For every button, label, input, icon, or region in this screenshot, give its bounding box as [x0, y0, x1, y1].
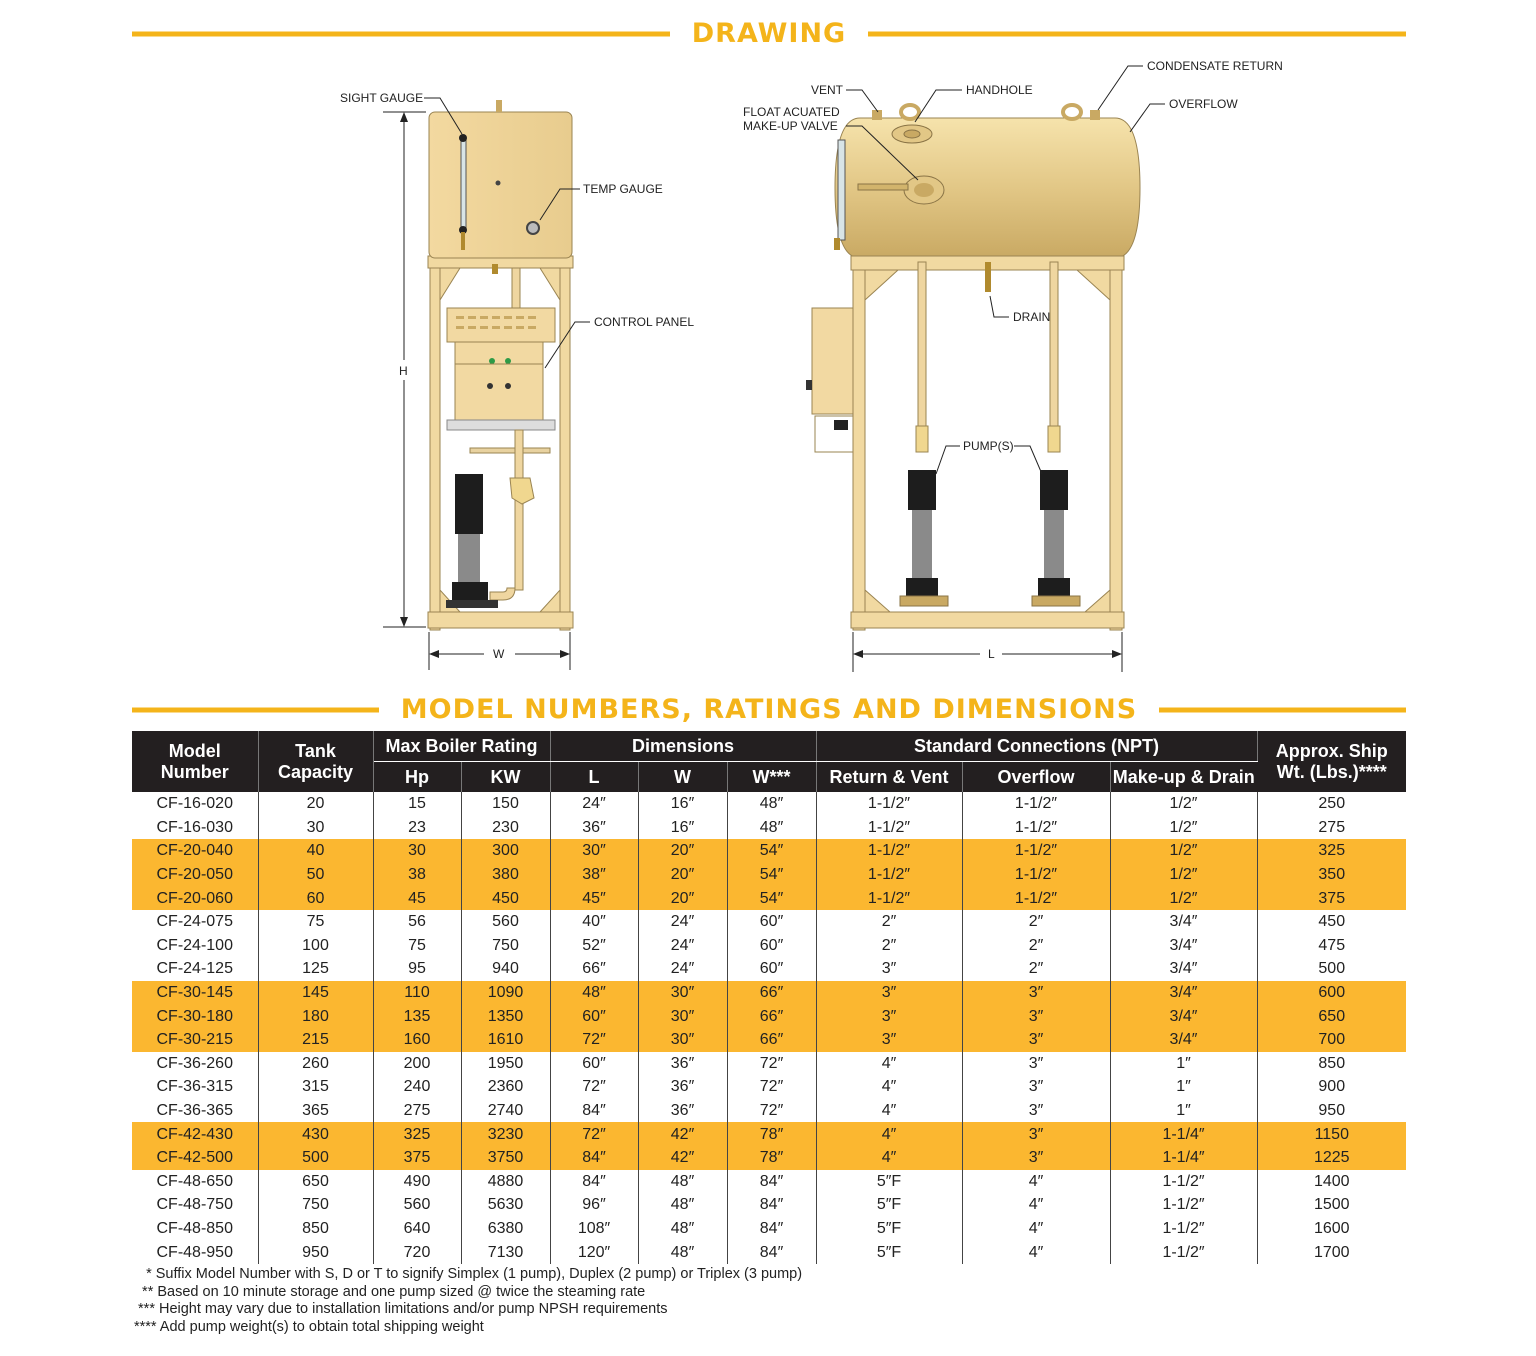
- width-cell: 30″: [638, 981, 727, 1005]
- ship-weight-cell: 1700: [1313, 1243, 1350, 1261]
- length-cell: 84″: [550, 1099, 638, 1123]
- tank-capacity-cell: 145: [258, 981, 373, 1005]
- table-row: [132, 1146, 1406, 1170]
- width-height-header: W***: [727, 762, 816, 793]
- width-cell: 48″: [638, 1240, 727, 1264]
- makeup-drain-cell: 3/4″: [1110, 1028, 1257, 1052]
- footnote: *** Height may vary due to installation limitations and/or pump NPSH requirements: [134, 1301, 668, 1317]
- width-height-cell: 72″: [727, 1099, 816, 1123]
- makeup-drain-cell: 1-1/2″: [1110, 1217, 1257, 1241]
- overflow-cell: 2″: [962, 957, 1110, 981]
- return-vent-cell: 1-1/2″: [816, 792, 962, 816]
- width-cell: 48″: [638, 1217, 727, 1241]
- width-cell: 30″: [638, 1028, 727, 1052]
- table-row: [132, 1052, 1406, 1076]
- length-cell: 30″: [550, 839, 638, 863]
- table-row: [132, 957, 1406, 981]
- length-cell: 84″: [550, 1170, 638, 1194]
- width-height-cell: 54″: [727, 839, 816, 863]
- ship-weight-cell: 600: [1257, 981, 1406, 1005]
- tank-capacity-cell: 500: [258, 1146, 373, 1170]
- header-row-1: [132, 731, 1406, 762]
- length-cell: 38″: [550, 863, 638, 887]
- makeup-drain-cell: 1-1/2″: [1110, 1240, 1257, 1264]
- overflow-cell: 4″: [962, 1193, 1110, 1217]
- width-height-cell: 72″: [727, 1052, 816, 1076]
- footnotes: [134, 1266, 802, 1336]
- table-row: [132, 1217, 1406, 1241]
- overflow-cell: 1-1/2″: [962, 863, 1110, 887]
- width-height-cell: 54″: [727, 886, 816, 910]
- tank-capacity-cell: 30: [258, 816, 373, 840]
- model-ratings-table: [132, 731, 1406, 1264]
- length-dimension-label: L: [988, 647, 995, 661]
- makeup-drain-cell: 3/4″: [1110, 910, 1257, 934]
- width-cell: 16″: [638, 792, 727, 816]
- kw-cell: 750: [461, 934, 550, 958]
- kw-cell: 300: [461, 839, 550, 863]
- width-header: W: [638, 762, 727, 793]
- ship-weight-cell: 1400: [1313, 1172, 1350, 1190]
- tank-capacity-cell: 100: [258, 934, 373, 958]
- length-cell: 60″: [550, 1004, 638, 1028]
- length-cell: 120″: [550, 1240, 638, 1264]
- ship-weight-cell: 375: [1257, 886, 1406, 910]
- width-height-cell: 48″: [727, 816, 816, 840]
- model-number-cell: CF-24-075: [132, 910, 258, 934]
- tank-capacity-cell: 315: [258, 1075, 373, 1099]
- hp-cell: 135: [373, 1004, 461, 1028]
- kw-cell: 560: [461, 910, 550, 934]
- hp-cell: 23: [373, 816, 461, 840]
- return-vent-cell: 3″: [816, 957, 962, 981]
- kw-cell: 230: [461, 816, 550, 840]
- kw-cell: 6380: [461, 1217, 550, 1241]
- hp-cell: 275: [373, 1099, 461, 1123]
- dimensions-header: Dimensions: [550, 731, 816, 762]
- overflow-cell: 3″: [962, 1004, 1110, 1028]
- ship-weight-cell: 650: [1257, 1004, 1406, 1028]
- model-number-cell: CF-48-750: [132, 1193, 258, 1217]
- return-vent-cell: 2″: [816, 934, 962, 958]
- hp-cell: 30: [373, 839, 461, 863]
- makeup-drain-cell: 1/2″: [1110, 863, 1257, 887]
- makeup-drain-cell: 1-1/2″: [1110, 1170, 1257, 1194]
- overflow-cell: 3″: [962, 1099, 1110, 1123]
- ship-weight-cell: 500: [1318, 960, 1346, 978]
- overflow-cell: 3″: [962, 1052, 1110, 1076]
- width-height-cell: 60″: [727, 957, 816, 981]
- table-row: [132, 1122, 1406, 1146]
- ship-weight-cell: 1225: [1257, 1146, 1406, 1170]
- front-view: [428, 100, 573, 630]
- model-number-cell: CF-36-315: [132, 1075, 258, 1099]
- table-row: [132, 816, 1406, 840]
- kw-cell: 2740: [461, 1099, 550, 1123]
- table-row: [132, 1193, 1406, 1217]
- ship-weight-cell: 250: [1318, 795, 1346, 813]
- handhole-label: HANDHOLE: [966, 83, 1033, 97]
- vent-label: VENT: [811, 83, 844, 97]
- model-number-cell: CF-30-215: [132, 1028, 258, 1052]
- length-cell: 45″: [550, 886, 638, 910]
- width-height-cell: 84″: [727, 1217, 816, 1241]
- kw-cell: 1610: [461, 1028, 550, 1052]
- length-cell: 72″: [550, 1122, 638, 1146]
- height-dimension-label: H: [399, 364, 408, 378]
- width-height-cell: 54″: [727, 863, 816, 887]
- length-cell: 52″: [550, 934, 638, 958]
- table-section-header: [132, 690, 1406, 730]
- model-number-cell: CF-20-040: [132, 839, 258, 863]
- return-vent-cell: 5″F: [816, 1240, 962, 1264]
- ship-weight-cell: 700: [1257, 1028, 1406, 1052]
- model-number-cell: CF-20-060: [132, 886, 258, 910]
- makeup-drain-cell: 1″: [1110, 1099, 1257, 1123]
- model-number-cell: CF-20-050: [132, 863, 258, 887]
- kw-cell: 1350: [461, 1004, 550, 1028]
- return-vent-cell: 5″F: [816, 1193, 962, 1217]
- table-row: [132, 1240, 1406, 1264]
- return-vent-cell: 5″F: [816, 1170, 962, 1194]
- return-vent-cell: 4″: [816, 1122, 962, 1146]
- model-number-cell: CF-42-500: [132, 1146, 258, 1170]
- hp-cell: 240: [373, 1075, 461, 1099]
- return-vent-cell: 4″: [816, 1052, 962, 1076]
- hp-cell: 720: [373, 1240, 461, 1264]
- kw-cell: 1950: [461, 1052, 550, 1076]
- overflow-cell: 1-1/2″: [962, 839, 1110, 863]
- hp-cell: 325: [373, 1122, 461, 1146]
- table-row: [132, 1075, 1406, 1099]
- width-height-cell: 72″: [727, 1075, 816, 1099]
- return-vent-cell: 5″F: [816, 1217, 962, 1241]
- width-cell: 24″: [638, 957, 727, 981]
- width-height-cell: 84″: [727, 1193, 816, 1217]
- length-header: L: [550, 762, 638, 793]
- hp-cell: 640: [373, 1217, 461, 1241]
- makeup-drain-cell: 1-1/2″: [1110, 1193, 1257, 1217]
- return-vent-cell: 4″: [816, 1099, 962, 1123]
- hp-cell: 490: [373, 1170, 461, 1194]
- ship-weight-cell: 1500: [1313, 1196, 1350, 1214]
- kw-cell: 2360: [461, 1075, 550, 1099]
- ship-weight-cell: 450: [1318, 913, 1346, 931]
- return-vent-cell: 1-1/2″: [816, 863, 962, 887]
- control-panel-label: CONTROL PANEL: [594, 315, 695, 329]
- hp-cell: 45: [373, 886, 461, 910]
- width-cell: 20″: [638, 886, 727, 910]
- width-height-cell: 66″: [727, 1004, 816, 1028]
- return-vent-cell: 1-1/2″: [816, 816, 962, 840]
- width-height-cell: 84″: [727, 1240, 816, 1264]
- hp-cell: 200: [373, 1052, 461, 1076]
- width-cell: 30″: [638, 1004, 727, 1028]
- kw-cell: 4880: [461, 1170, 550, 1194]
- length-cell: 72″: [550, 1028, 638, 1052]
- makeup-drain-cell: 3/4″: [1110, 957, 1257, 981]
- width-height-cell: 66″: [727, 981, 816, 1005]
- return-vent-cell: 3″: [816, 981, 962, 1005]
- makeup-drain-cell: 1/2″: [1110, 839, 1257, 863]
- table-row: [132, 792, 1406, 816]
- width-height-cell: 84″: [727, 1170, 816, 1194]
- hp-cell: 160: [373, 1028, 461, 1052]
- overflow-cell: 2″: [962, 910, 1110, 934]
- footnote: ** Based on 10 minute storage and one pump sized @ twice the steaming rate: [134, 1283, 646, 1300]
- model-number-cell: CF-42-430: [132, 1122, 258, 1146]
- return-vent-cell: 3″: [816, 1004, 962, 1028]
- tank-capacity-cell: 75: [258, 910, 373, 934]
- tank-capacity-header: Tank Capacity: [258, 731, 373, 792]
- model-number-header: Model Number: [132, 731, 258, 792]
- ship-weight-header: Approx. Ship Wt. (Lbs.)****: [1257, 731, 1406, 792]
- makeup-drain-cell: 1-1/4″: [1110, 1122, 1257, 1146]
- overflow-header: Overflow: [962, 762, 1110, 793]
- max-boiler-rating-header: Max Boiler Rating: [373, 731, 550, 762]
- overflow-cell: 3″: [962, 1146, 1110, 1170]
- overflow-cell: 4″: [962, 1240, 1110, 1264]
- length-cell: 72″: [550, 1075, 638, 1099]
- standard-connections-header: Standard Connections (NPT): [816, 731, 1257, 762]
- kw-cell: 3230: [461, 1122, 550, 1146]
- width-cell: 20″: [638, 863, 727, 887]
- model-number-cell: CF-24-100: [132, 934, 258, 958]
- side-view: [806, 105, 1140, 630]
- float-valve-label-line1: FLOAT ACUATED: [743, 105, 840, 119]
- table-header: [132, 731, 1406, 792]
- sight-gauge-label: SIGHT GAUGE: [340, 91, 424, 105]
- width-cell: 24″: [638, 934, 727, 958]
- model-number-cell: CF-36-260: [132, 1052, 258, 1076]
- overflow-cell: 3″: [962, 981, 1110, 1005]
- overflow-cell: 4″: [962, 1170, 1110, 1194]
- width-cell: 42″: [638, 1122, 727, 1146]
- drawing-heading: DRAWING: [670, 18, 868, 49]
- tank-capacity-cell: 215: [258, 1028, 373, 1052]
- overflow-label: OVERFLOW: [1169, 97, 1238, 111]
- table-row: [132, 1004, 1406, 1028]
- tank-capacity-cell: 750: [258, 1193, 373, 1217]
- return-vent-cell: 4″: [816, 1075, 962, 1099]
- ship-weight-cell: 275: [1318, 818, 1346, 836]
- kw-cell: 450: [461, 886, 550, 910]
- kw-cell: 1090: [461, 981, 550, 1005]
- tank-capacity-cell: 260: [258, 1052, 373, 1076]
- width-cell: 48″: [638, 1193, 727, 1217]
- overflow-cell: 3″: [962, 1075, 1110, 1099]
- hp-cell: 38: [373, 863, 461, 887]
- ship-weight-cell: 900: [1318, 1078, 1346, 1096]
- return-vent-cell: 3″: [816, 1028, 962, 1052]
- hp-cell: 95: [373, 957, 461, 981]
- ship-weight-cell: 350: [1257, 863, 1406, 887]
- width-cell: 42″: [638, 1146, 727, 1170]
- width-cell: 36″: [638, 1052, 727, 1076]
- makeup-drain-cell: 1″: [1110, 1075, 1257, 1099]
- table-row: [132, 839, 1406, 863]
- tank-capacity-cell: 650: [258, 1170, 373, 1194]
- width-height-cell: 60″: [727, 934, 816, 958]
- makeup-drain-header: Make-up & Drain: [1110, 762, 1257, 793]
- kw-header: KW: [461, 762, 550, 793]
- overflow-cell: 1-1/2″: [962, 816, 1110, 840]
- length-cell: 36″: [550, 816, 638, 840]
- hp-cell: 560: [373, 1193, 461, 1217]
- kw-cell: 5630: [461, 1193, 550, 1217]
- width-cell: 36″: [638, 1099, 727, 1123]
- width-height-cell: 78″: [727, 1146, 816, 1170]
- ship-weight-cell: 850: [1318, 1054, 1346, 1072]
- footnote: **** Add pump weight(s) to obtain total shipping weight: [134, 1318, 484, 1335]
- float-valve-label-line2: MAKE-UP VALVE: [743, 119, 838, 133]
- hp-cell: 110: [373, 981, 461, 1005]
- length-cell: 108″: [550, 1217, 638, 1241]
- table-heading: MODEL NUMBERS, RATINGS AND DIMENSIONS: [379, 694, 1159, 725]
- kw-cell: 150: [461, 792, 550, 816]
- makeup-drain-cell: 3/4″: [1110, 934, 1257, 958]
- tank-capacity-cell: 850: [258, 1217, 373, 1241]
- length-cell: 66″: [550, 957, 638, 981]
- makeup-drain-cell: 1″: [1110, 1052, 1257, 1076]
- drain-label: DRAIN: [1013, 310, 1051, 324]
- length-cell: 48″: [550, 981, 638, 1005]
- model-number-cell: CF-30-145: [132, 981, 258, 1005]
- tank-capacity-cell: 125: [258, 957, 373, 981]
- ship-weight-cell: 950: [1318, 1102, 1346, 1120]
- model-number-cell: CF-36-365: [132, 1099, 258, 1123]
- hp-cell: 75: [373, 934, 461, 958]
- width-dimension-label: W: [493, 647, 505, 661]
- width-cell: 24″: [638, 910, 727, 934]
- overflow-cell: 2″: [962, 934, 1110, 958]
- table-body: [132, 792, 1406, 1264]
- width-cell: 16″: [638, 816, 727, 840]
- makeup-drain-cell: 3/4″: [1110, 1004, 1257, 1028]
- ship-weight-cell: 1150: [1257, 1122, 1406, 1146]
- makeup-drain-cell: 3/4″: [1110, 981, 1257, 1005]
- overflow-cell: 3″: [962, 1028, 1110, 1052]
- width-height-cell: 78″: [727, 1122, 816, 1146]
- tank-capacity-cell: 20: [258, 792, 373, 816]
- length-cell: 60″: [550, 1052, 638, 1076]
- pumps-label: PUMP(S): [963, 439, 1014, 453]
- table-row: [132, 863, 1406, 887]
- model-number-cell: CF-48-950: [132, 1240, 258, 1264]
- width-cell: 48″: [638, 1170, 727, 1194]
- ship-weight-cell: 475: [1318, 936, 1346, 954]
- kw-cell: 380: [461, 863, 550, 887]
- length-cell: 84″: [550, 1146, 638, 1170]
- ship-weight-cell: 1600: [1313, 1219, 1350, 1237]
- return-vent-cell: 1-1/2″: [816, 886, 962, 910]
- return-vent-cell: 2″: [816, 910, 962, 934]
- overflow-cell: 1-1/2″: [962, 792, 1110, 816]
- return-vent-cell: 4″: [816, 1146, 962, 1170]
- model-number-cell: CF-30-180: [132, 1004, 258, 1028]
- table-row: [132, 1028, 1406, 1052]
- tank-capacity-cell: 365: [258, 1099, 373, 1123]
- table-row: [132, 981, 1406, 1005]
- table-row: [132, 934, 1406, 958]
- kw-cell: 940: [461, 957, 550, 981]
- hp-cell: 375: [373, 1146, 461, 1170]
- width-height-cell: 48″: [727, 792, 816, 816]
- table-row: [132, 910, 1406, 934]
- makeup-drain-cell: 1/2″: [1110, 816, 1257, 840]
- tank-capacity-cell: 180: [258, 1004, 373, 1028]
- tank-capacity-cell: 50: [258, 863, 373, 887]
- table-row: [132, 886, 1406, 910]
- length-cell: 96″: [550, 1193, 638, 1217]
- tank-capacity-cell: 950: [258, 1240, 373, 1264]
- kw-cell: 3750: [461, 1146, 550, 1170]
- hp-cell: 56: [373, 910, 461, 934]
- tank-capacity-cell: 60: [258, 886, 373, 910]
- footnote: * Suffix Model Number with S, D or T to signify Simplex (1 pump), Duplex (2 pump) or Triplex (3 pump): [134, 1266, 803, 1282]
- model-number-cell: CF-48-650: [132, 1170, 258, 1194]
- hp-header: Hp: [373, 762, 461, 793]
- tank-capacity-cell: 430: [258, 1122, 373, 1146]
- model-number-cell: CF-16-020: [132, 792, 258, 816]
- width-height-cell: 66″: [727, 1028, 816, 1052]
- overflow-cell: 1-1/2″: [962, 886, 1110, 910]
- model-number-cell: CF-48-850: [132, 1217, 258, 1241]
- makeup-drain-cell: 1-1/4″: [1110, 1146, 1257, 1170]
- ship-weight-cell: 325: [1257, 839, 1406, 863]
- condensate-return-label: CONDENSATE RETURN: [1147, 59, 1283, 73]
- model-number-cell: CF-24-125: [132, 957, 258, 981]
- temp-gauge-label: TEMP GAUGE: [583, 182, 663, 196]
- table-row: [132, 1170, 1406, 1194]
- hp-cell: 15: [373, 792, 461, 816]
- width-height-cell: 60″: [727, 910, 816, 934]
- overflow-cell: 3″: [962, 1122, 1110, 1146]
- width-cell: 20″: [638, 839, 727, 863]
- length-cell: 24″: [550, 792, 638, 816]
- width-cell: 36″: [638, 1075, 727, 1099]
- overflow-cell: 4″: [962, 1217, 1110, 1241]
- return-vent-header: Return & Vent: [816, 762, 962, 793]
- return-vent-cell: 1-1/2″: [816, 839, 962, 863]
- makeup-drain-cell: 1/2″: [1110, 886, 1257, 910]
- tank-capacity-cell: 40: [258, 839, 373, 863]
- kw-cell: 7130: [461, 1240, 550, 1264]
- model-number-cell: CF-16-030: [132, 816, 258, 840]
- table-row: [132, 1099, 1406, 1123]
- makeup-drain-cell: 1/2″: [1110, 792, 1257, 816]
- length-cell: 40″: [550, 910, 638, 934]
